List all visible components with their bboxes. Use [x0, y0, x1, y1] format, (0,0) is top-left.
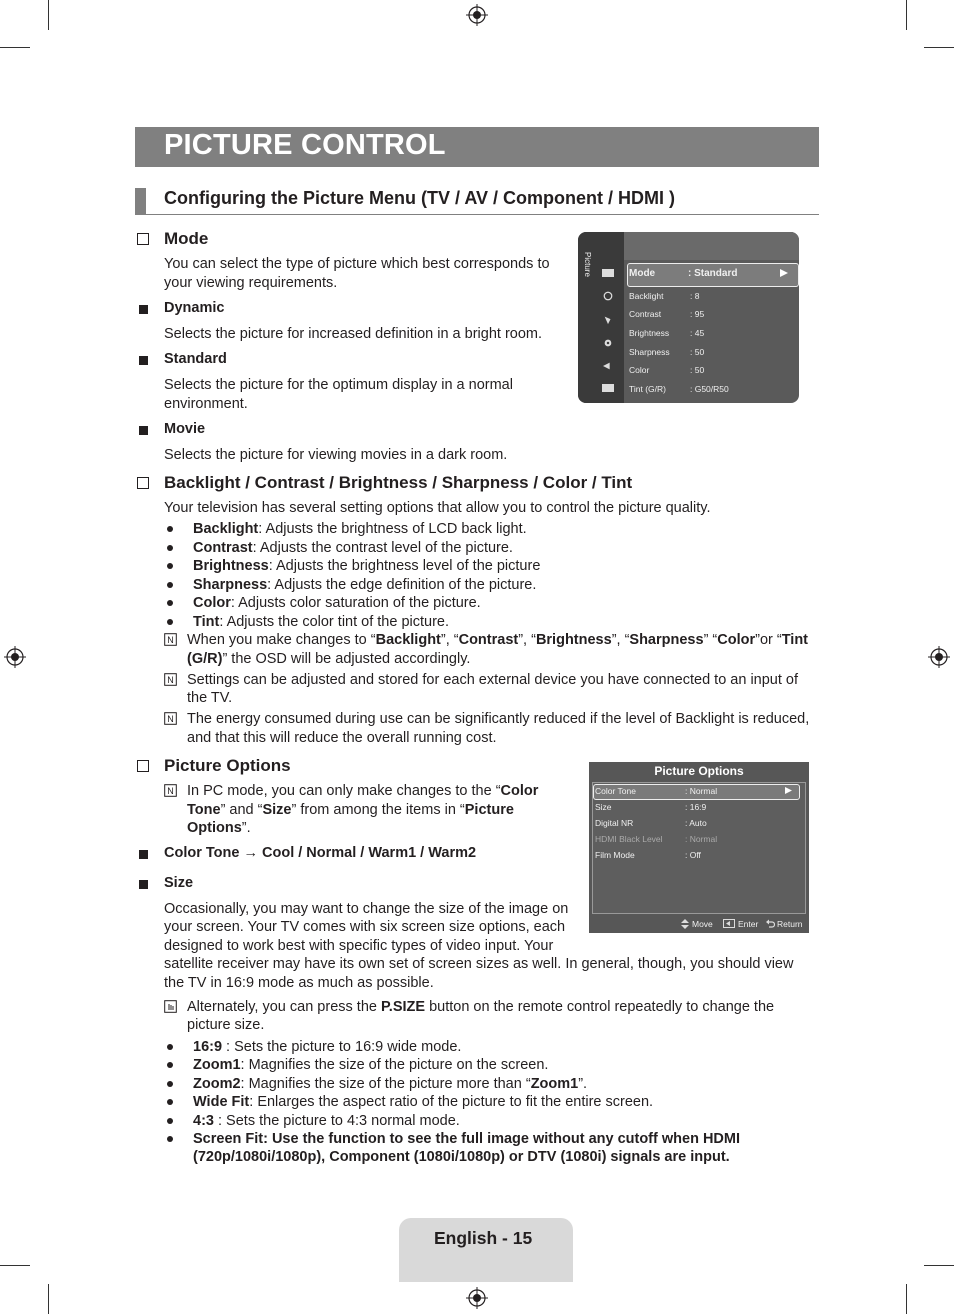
osd-row-value: : 8 — [690, 291, 700, 301]
checkbox-bullet-icon — [137, 760, 149, 772]
crop-mark — [48, 0, 49, 30]
osd-row-value: : 50 — [690, 347, 705, 357]
bullet-dot-icon — [167, 1118, 173, 1124]
note-psize: Alternately, you can press the P.SIZE button on the remote control repeatedly to change the — [187, 999, 775, 1015]
osd-options-row-value: : 16:9 — [685, 802, 707, 812]
osd-options-row-label: Color Tone — [595, 786, 636, 796]
backlight-heading: Backlight / Contrast / Brightness / Sharpness / Color / Tint — [164, 473, 633, 492]
checkbox-bullet-icon — [137, 477, 149, 489]
list-item: Color: Adjusts color saturation of the picture. — [193, 595, 481, 611]
osd-row-label: Contrast — [629, 309, 662, 319]
size-desc-line5: the TV in 16:9 mode as much as possible. — [164, 975, 434, 991]
list-item: Contrast: Adjusts the contrast level of the picture. — [193, 540, 513, 556]
list-item: Wide Fit: Enlarges the aspect ratio of the picture to fit the entire screen. — [193, 1094, 654, 1110]
remote-hand-icon — [164, 1000, 177, 1013]
osd-row-label: Brightness — [629, 328, 670, 338]
checkbox-bullet-icon — [137, 233, 149, 245]
crop-mark — [924, 1265, 954, 1266]
standard-heading: Standard — [164, 351, 227, 367]
screen-fit-line2: (720p/1080i/1080p), Component (1080i/1080p) or DTV (1080i) signals are input. — [193, 1149, 730, 1165]
picture-icon — [602, 268, 614, 278]
crop-mark — [0, 47, 30, 48]
bullet-dot-icon — [167, 582, 173, 588]
standard-desc-line1: Selects the picture for the optimum display in a normal — [164, 377, 513, 393]
crop-mark — [48, 1284, 49, 1314]
sound-icon — [602, 291, 614, 301]
osd-row-label: Mode — [629, 268, 656, 279]
osd-row-value: : G50/R50 — [690, 384, 729, 394]
bullet-dot-icon — [167, 1136, 173, 1142]
svg-text:N: N — [167, 714, 174, 724]
arrow-right-icon — [785, 787, 792, 794]
osd-row-label: Tint (G/R) — [629, 384, 666, 394]
square-bullet-icon — [139, 305, 148, 314]
osd-row-value: : 45 — [690, 328, 705, 338]
section-heading: Configuring the Picture Menu (TV / AV / Component / HDMI ) — [164, 188, 675, 208]
osd-options-row-value: : Auto — [685, 818, 707, 828]
registration-mark-icon — [4, 646, 26, 668]
list-item: Zoom2: Magnifies the size of the picture more than “Zoom1”. — [193, 1076, 588, 1092]
bullet-dot-icon — [167, 1081, 173, 1087]
crop-mark — [924, 47, 954, 48]
input-icon — [602, 361, 614, 371]
dynamic-heading: Dynamic — [164, 300, 225, 316]
bullet-dot-icon — [167, 563, 173, 569]
list-item: Sharpness: Adjusts the edge definition of the picture. — [193, 577, 537, 593]
list-item: Tint: Adjusts the color tint of the picture. — [193, 614, 450, 630]
page-number-tab — [399, 1218, 573, 1282]
dynamic-desc: Selects the picture for increased definition in a bright room. — [164, 326, 543, 342]
list-item: 16:9 : Sets the picture to 16:9 wide mode. — [193, 1039, 462, 1055]
square-bullet-icon — [139, 850, 148, 859]
osd-row-label: Sharpness — [629, 347, 670, 357]
bullet-dot-icon — [167, 1062, 173, 1068]
osd-side-label: Picture — [583, 252, 592, 277]
mode-intro-line2: your viewing requirements. — [164, 275, 338, 291]
color-tone-heading: Color Tone → Cool / Normal / Warm1 / Warm2 — [164, 845, 477, 861]
square-bullet-icon — [139, 426, 148, 435]
mode-intro-line1: You can select the type of picture which best corresponds to — [164, 256, 550, 272]
osd-row-value: : 95 — [690, 309, 705, 319]
mode-heading: Mode — [164, 229, 209, 248]
channel-icon — [602, 315, 614, 325]
bullet-dot-icon — [167, 619, 173, 625]
bullet-dot-icon — [167, 600, 173, 606]
size-desc-line2: your screen. Your TV comes with six screen size options, each — [164, 919, 566, 935]
movie-heading: Movie — [164, 421, 206, 437]
osd-move-label: Move — [692, 919, 713, 929]
note-osd-adjust: When you make changes to “Backlight”, “Contrast”, “Brightness”, “Sharpness” “Color”or “Tint (G/R)” the OSD will be adjusted accordingly. — [187, 632, 809, 667]
crop-mark — [906, 0, 907, 30]
list-item: Brightness: Adjusts the brightness level of the picture — [193, 558, 541, 574]
section-heading-bar — [135, 186, 819, 215]
note-energy-line2: and that this will reduce the overall running cost. — [187, 730, 497, 746]
crop-mark — [0, 1265, 30, 1266]
list-item: Zoom1: Magnifies the size of the picture on the screen. — [193, 1057, 549, 1073]
note-external-device-line2: the TV. — [187, 690, 233, 706]
note-icon — [164, 784, 177, 797]
registration-mark-icon — [928, 646, 950, 668]
osd-picture-menu — [578, 232, 799, 403]
note-energy-line1: The energy consumed during use can be significantly reduced if the level of Backlight is reduced, — [187, 711, 810, 727]
square-bullet-icon — [139, 356, 148, 365]
note-icon — [164, 712, 177, 725]
note-pc-mode: In PC mode, you can only make changes to the “Color Tone” and “Size” from among the items in “Picture Options”. — [187, 783, 539, 836]
size-desc-line4: satellite receiver may have its own set of screen sizes as well. In general, though, you should view — [164, 956, 794, 972]
osd-top-band — [624, 232, 799, 260]
crop-mark — [906, 1284, 907, 1314]
list-item: 4:3 : Sets the picture to 4:3 normal mode. — [193, 1113, 460, 1129]
standard-desc-line2: environment. — [164, 396, 248, 412]
bullet-dot-icon — [167, 1099, 173, 1105]
size-desc-line1: Occasionally, you may want to change the size of the image on — [164, 901, 569, 917]
osd-options-title: Picture Options — [654, 764, 744, 778]
setup-gear-icon — [602, 338, 614, 348]
osd-options-row-label: Digital NR — [595, 818, 634, 828]
screen-fit-line1: Screen Fit: Use the function to see the full image without any cutoff when HDMI — [193, 1131, 741, 1147]
osd-row-value: : Standard — [688, 268, 738, 279]
arrow-right-icon — [780, 269, 788, 277]
size-heading: Size — [164, 875, 194, 891]
osd-enter-label: Enter — [738, 919, 759, 929]
backlight-intro: Your television has several setting options that allow you to control the picture quality. — [164, 500, 711, 516]
osd-options-row-value: : Normal — [685, 834, 718, 844]
picture-options-heading: Picture Options — [164, 756, 291, 775]
size-desc-line3: designed to work best with specific types of video input. Your — [164, 938, 554, 954]
application-icon — [602, 383, 614, 393]
svg-text:N: N — [167, 635, 174, 645]
osd-options-row-label: Film Mode — [595, 850, 635, 860]
note-external-device-line1: Settings can be adjusted and stored for each external device you have connected to an input of — [187, 672, 799, 688]
osd-row-label: Backlight — [629, 291, 664, 301]
return-icon — [766, 919, 775, 928]
osd-options-row-label: HDMI Black Level — [595, 834, 663, 844]
page-title: PICTURE CONTROL — [164, 129, 446, 161]
note-icon — [164, 673, 177, 686]
section-marker — [135, 188, 146, 214]
svg-text:N: N — [167, 675, 174, 685]
note-psize-line2: picture size. — [187, 1017, 265, 1033]
square-bullet-icon — [139, 880, 148, 889]
bullet-dot-icon — [167, 545, 173, 551]
enter-icon — [723, 919, 735, 928]
osd-options-row-value: : Off — [685, 850, 701, 860]
osd-row-value: : 50 — [690, 365, 705, 375]
bullet-dot-icon — [167, 526, 173, 532]
osd-picture-options-menu — [589, 762, 809, 933]
page-number: English - 15 — [434, 1228, 533, 1248]
note-icon — [164, 633, 177, 646]
bullet-dot-icon — [167, 1044, 173, 1050]
svg-text:N: N — [167, 786, 174, 796]
movie-desc: Selects the picture for viewing movies in a dark room. — [164, 447, 508, 463]
osd-options-row-label: Size — [595, 802, 612, 812]
registration-mark-icon — [466, 1287, 488, 1309]
osd-options-row-value: : Normal — [685, 786, 718, 796]
list-item: Backlight: Adjusts the brightness of LCD back light. — [193, 521, 527, 537]
page-title-bar — [135, 127, 819, 167]
osd-return-label: Return — [777, 919, 803, 929]
osd-row-label: Color — [629, 365, 650, 375]
registration-mark-icon — [466, 4, 488, 26]
move-arrows-icon — [681, 919, 689, 929]
